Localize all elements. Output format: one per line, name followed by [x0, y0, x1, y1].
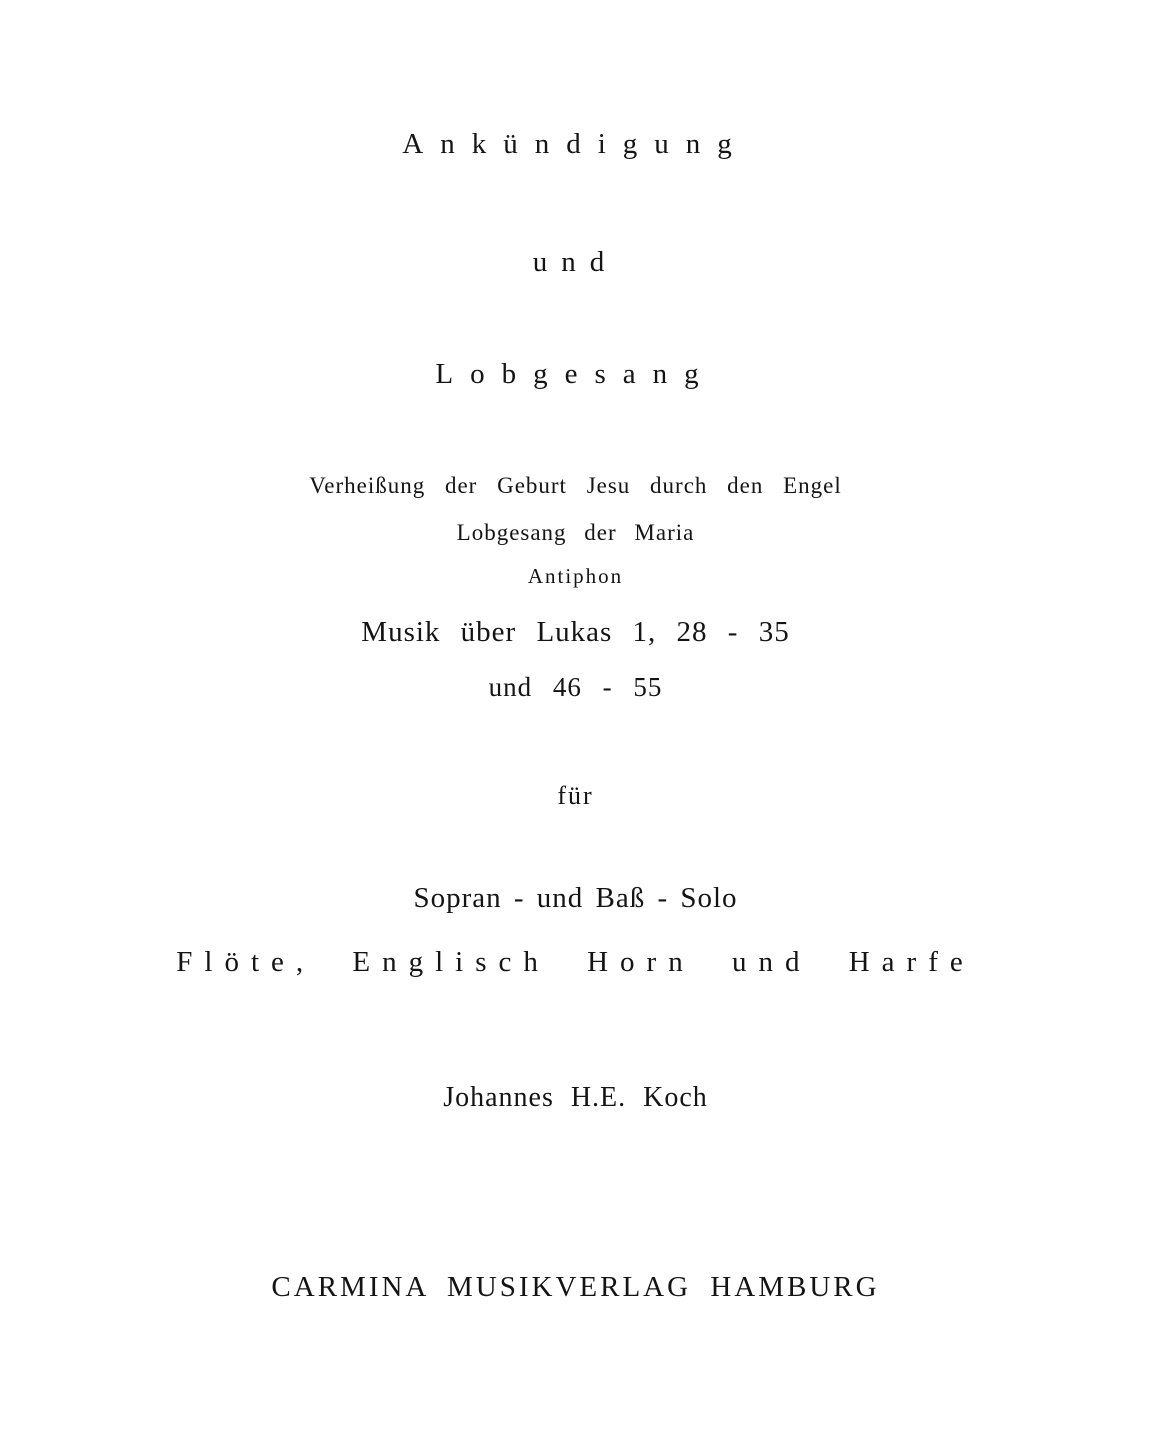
subtitle-antiphon: Antiphon — [527, 564, 624, 588]
instrumentation-voices: Sopran - und Baß - Solo — [413, 882, 738, 914]
instrumentation-instruments: Flöte, Englisch Horn und Harfe — [176, 946, 975, 978]
subtitle-verheissung: Verheißung der Geburt Jesu durch den Engel — [309, 473, 842, 498]
title-line-ankuendigung: Ankündigung — [402, 128, 749, 160]
for-word: für — [557, 781, 594, 810]
title-line-lobgesang: Lobgesang — [435, 358, 716, 390]
music-reference-lukas: Musik über Lukas 1, 28 - 35 — [361, 616, 790, 648]
publisher-imprint: CARMINA MUSIKVERLAG HAMBURG — [271, 1271, 880, 1303]
title-line-und: und — [532, 246, 619, 278]
composer-name: Johannes H.E. Koch — [443, 1082, 708, 1113]
subtitle-lobgesang-der-maria: Lobgesang der Maria — [456, 520, 695, 545]
music-reference-verses: und 46 - 55 — [488, 672, 663, 702]
